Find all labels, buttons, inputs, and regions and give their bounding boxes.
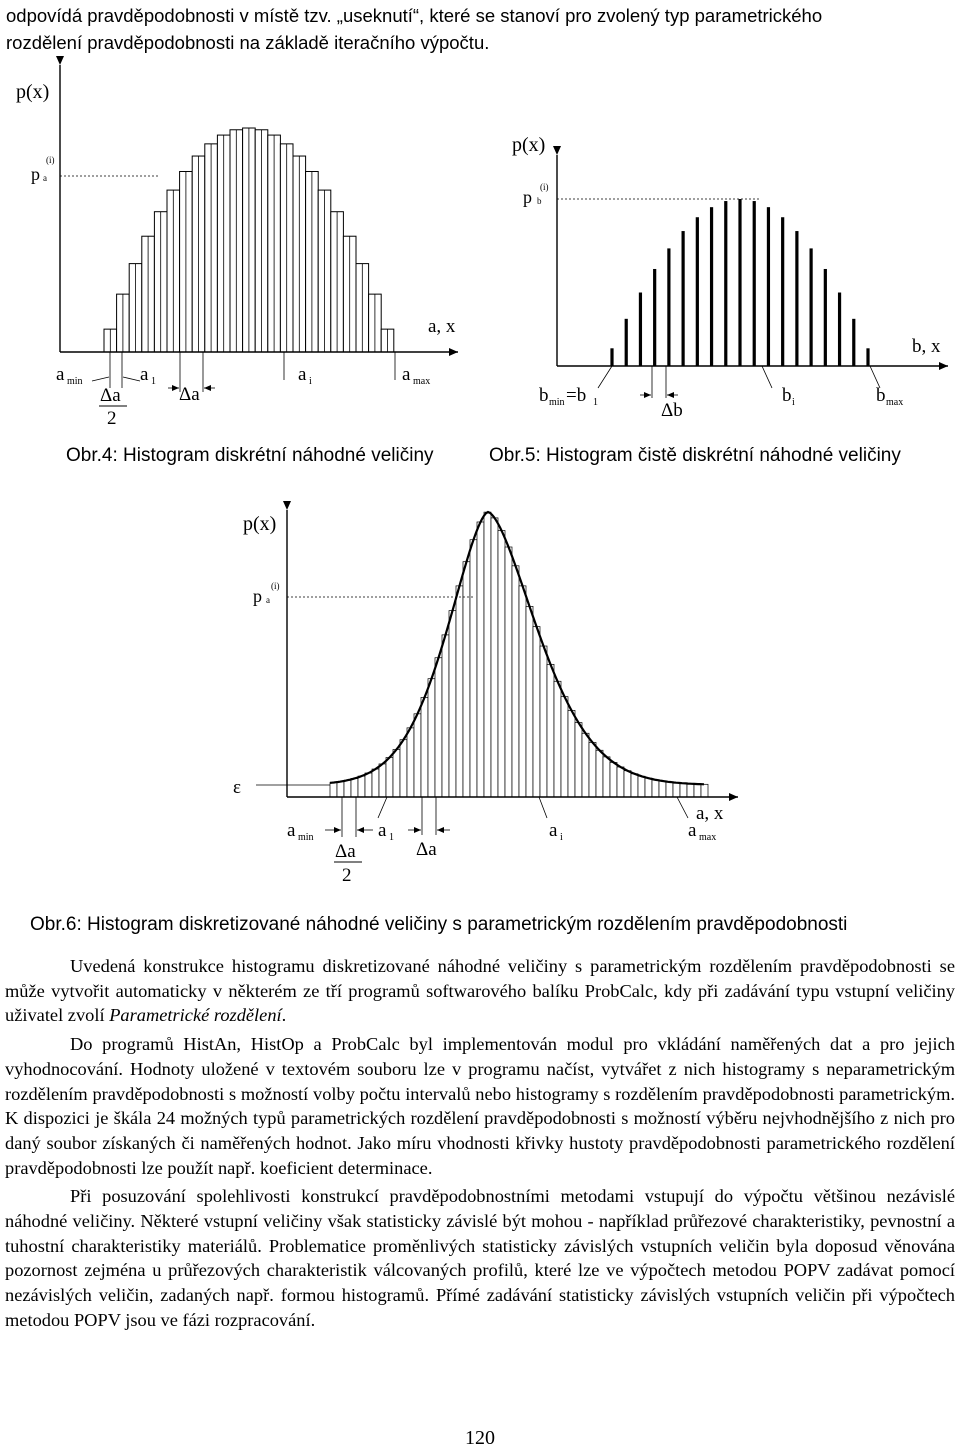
fig6-bar [393, 749, 400, 797]
fig4-caption: Obr.4: Histogram diskrétní náhodné veličiny [66, 445, 434, 466]
fig5-level-sup: (i) [540, 182, 549, 192]
fig6-bar [470, 540, 477, 797]
fig6-bar [344, 780, 351, 797]
fig6-epsilon: ε [233, 777, 241, 798]
fig6-bar [666, 782, 673, 797]
fig5-bmax-label: b [876, 385, 886, 406]
figure-6 [233, 510, 738, 886]
fig6-bar [701, 784, 708, 797]
fig6-bar [358, 776, 365, 797]
paragraph-1: Uvedená konstrukce histogramu diskretizované náhodné veličiny s parametrickým rozdělením pravděpodobnosti se může vytvořit automaticky v některém ze tří programů softwarového balíku ProbCalc, kdy při zadávání typu vstupní veličiny uživatel zvolí Parametrické rozdělení. [5, 956, 955, 1026]
fig5-delta-b: Δb [661, 400, 683, 421]
fig5-level-label: p [523, 187, 532, 207]
fig6-amax-label: a [688, 820, 697, 841]
fig5-spike [682, 231, 685, 366]
fig5-spike [653, 269, 656, 366]
figure-5 [512, 134, 948, 421]
paragraph-2: Do programů HistAn, HistOp a ProbCalc byl implementován modul pro vkládání naměřených dat a pro jejich vyhodnocování. Hodnoty uložené v textovém souboru lze v programu načíst, vytvářet z nich histogramy s neparametrickým rozdělením pravděpodobnosti s možností volby počtu intervalů nebo histogramy s rozdělením pravděpodobnosti parametrickým. K dispozici je škála 24 možných typů parametrických rozdělení pravděpodobnosti s možností výběru nejvhodnějšího z nich pro daný soubor získaných či naměřených hodnot. Jako míru vhodnosti křivky hustoty pravděpodobnosti parametrického rozdělení pravděpodobnosti lze použít např. koeficient determinace. [5, 1034, 955, 1178]
fig4-half-den: 2 [107, 408, 117, 429]
fig5-spike [852, 319, 855, 366]
fig6-bar [400, 740, 407, 797]
fig5-spike [710, 207, 713, 366]
fig6-bar [428, 679, 435, 797]
fig6-bar [456, 586, 463, 797]
body-text [5, 954, 955, 1333]
fig6-bar [526, 606, 533, 797]
fig6-bar [505, 547, 512, 797]
fig4-amax-label: a [402, 364, 411, 385]
fig6-a1-sub: 1 [389, 832, 394, 843]
fig5-spike [838, 293, 841, 366]
fig6-bar [638, 776, 645, 797]
fig6-bar [624, 771, 631, 797]
fig6-bar [498, 531, 505, 797]
fig5-bmin-eq: =b [566, 385, 587, 406]
fig5-spike [639, 293, 642, 366]
fig5-bmin-sub: min [549, 397, 565, 408]
fig6-bars [330, 512, 708, 797]
fig5-bmax-sub: max [886, 397, 904, 408]
fig6-bar [617, 767, 624, 797]
fig6-bar [449, 611, 456, 797]
fig6-bar [680, 783, 687, 797]
fig4-a1-sub: 1 [151, 376, 156, 387]
fig6-y-label: p(x) [243, 513, 277, 535]
fig6-level-sub: a [266, 595, 270, 605]
fig5-spike [667, 248, 670, 366]
fig6-bar [379, 764, 386, 797]
fig4-x-axis-label: a, x [428, 316, 456, 337]
fig6-bar [421, 697, 428, 797]
intro-line-1: odpovídá pravděpodobnosti v místě tzv. „useknutí“, které se stanoví pro zvolený typ parametrického [6, 5, 823, 26]
intro-line-2: rozdělení pravděpodobnosti na základě iteračního výpočtu. [6, 32, 490, 53]
fig6-bar [554, 681, 561, 797]
fig6-a1-label: a [378, 820, 387, 841]
fig6-bar [603, 757, 610, 797]
fig6-bar [575, 723, 582, 797]
fig4-y-label: p(x) [16, 81, 50, 103]
fig6-amin-sub: min [298, 832, 314, 843]
fig6-bar [442, 635, 449, 797]
fig6-bar [645, 778, 652, 797]
fig5-caption: Obr.5: Histogram čistě diskrétní náhodné veličiny [489, 445, 901, 466]
fig6-bar [568, 710, 575, 797]
fig6-amax-sub: max [699, 832, 717, 843]
fig6-level-label: p [253, 586, 262, 606]
fig6-bar [652, 780, 659, 797]
fig6-bar [351, 778, 358, 797]
fig5-bmin-label: b [539, 385, 549, 406]
fig5-spike [625, 319, 628, 366]
fig6-level-sup: (i) [271, 581, 280, 591]
fig6-bar [694, 784, 701, 797]
fig5-bmin-eq-sub: 1 [593, 397, 598, 408]
fig5-level-sub: b [537, 196, 542, 206]
fig4-amax-sub: max [413, 376, 431, 387]
fig6-bar [414, 714, 421, 797]
fig6-bar [540, 646, 547, 797]
fig6-bar [582, 733, 589, 797]
fig5-spike [753, 201, 756, 366]
fig6-bar [337, 782, 344, 797]
fig5-spike [795, 231, 798, 366]
fig6-bar [589, 742, 596, 797]
fig5-spike [767, 207, 770, 366]
fig6-bar [435, 658, 442, 797]
fig5-spike [866, 348, 869, 366]
fig5-spike [610, 348, 613, 366]
fig6-bar [561, 697, 568, 797]
fig6-ai-sub: i [560, 832, 563, 843]
fig6-bar [673, 783, 680, 797]
fig4-bars [104, 128, 394, 352]
fig4-ai-sub: i [309, 376, 312, 387]
fig5-y-label: p(x) [512, 134, 546, 156]
fig6-x-axis-label: a, x [696, 803, 724, 824]
fig6-bar [407, 728, 414, 797]
fig5-spike [724, 201, 727, 366]
fig6-bar [365, 773, 372, 797]
fig4-level-sup: (i) [46, 155, 55, 165]
fig6-amin-label: a [287, 820, 296, 841]
fig5-x-axis-label: b, x [912, 336, 941, 357]
fig4-ai-label: a [298, 364, 307, 385]
fig5-spike [810, 248, 813, 366]
fig5-bi-sub: i [792, 397, 795, 408]
fig6-bar [610, 762, 617, 797]
fig5-spike [781, 217, 784, 366]
fig6-bar [512, 566, 519, 797]
fig6-caption: Obr.6: Histogram diskretizované náhodné veličiny s parametrickým rozdělením pravděpodobnosti [30, 914, 848, 935]
fig5-spike [738, 199, 741, 366]
fig6-bar [491, 518, 498, 797]
fig4-level-sub: a [43, 173, 47, 183]
fig4-half-num: Δa [100, 385, 121, 406]
fig4-level-label: p [31, 164, 40, 184]
page-number: 120 [465, 1427, 495, 1449]
fig6-bar [631, 774, 638, 797]
fig6-delta-a: Δa [416, 839, 437, 860]
fig6-half-den: 2 [342, 865, 352, 886]
fig5-spike [824, 269, 827, 366]
fig4-a1-label: a [140, 364, 149, 385]
fig6-half-num: Δa [335, 841, 356, 862]
fig6-bar [372, 769, 379, 797]
fig6-bar [477, 522, 484, 797]
fig5-spike [696, 217, 699, 366]
fig6-bar [596, 750, 603, 797]
fig4-amin-sub: min [67, 376, 83, 387]
fig6-bar [659, 781, 666, 797]
fig4-amin-label: a [56, 364, 65, 385]
fig6-bar [330, 783, 337, 797]
fig4-delta-a: Δa [179, 384, 200, 405]
figure-4 [16, 65, 458, 429]
fig6-bar [484, 512, 491, 797]
fig5-spikes [610, 199, 869, 366]
fig6-bar [533, 627, 540, 797]
fig6-ai-label: a [549, 820, 558, 841]
fig6-bar [687, 784, 694, 797]
fig6-bar [386, 757, 393, 797]
fig6-bar [519, 586, 526, 797]
paragraph-3: Při posuzování spolehlivosti konstrukcí pravděpodobnostními metodami vstupují do výpočtu většinou nezávislé náhodné veličiny. Některé vstupní veličiny však statisticky závislé být mohou - například průřezové charakteristiky, pevnostní a tuhostní charakteristiky materiálů. Problematice proměnlivých statisticky závislých vstupních veličin byla doposud věnována pozornost zejména u průřezových charakteristik válcovaných profilů, které lze ve výpočtech metodou POPV zadávat pomocí nezávislých veličin, zadaných např. formou histogramů. Přímé zadávání statisticky závislých vstupních veličin při výpočtech metodou POPV jsou ve fázi rozpracování. [5, 1186, 955, 1330]
fig5-bi-label: b [782, 385, 792, 406]
fig6-bar [547, 664, 554, 797]
